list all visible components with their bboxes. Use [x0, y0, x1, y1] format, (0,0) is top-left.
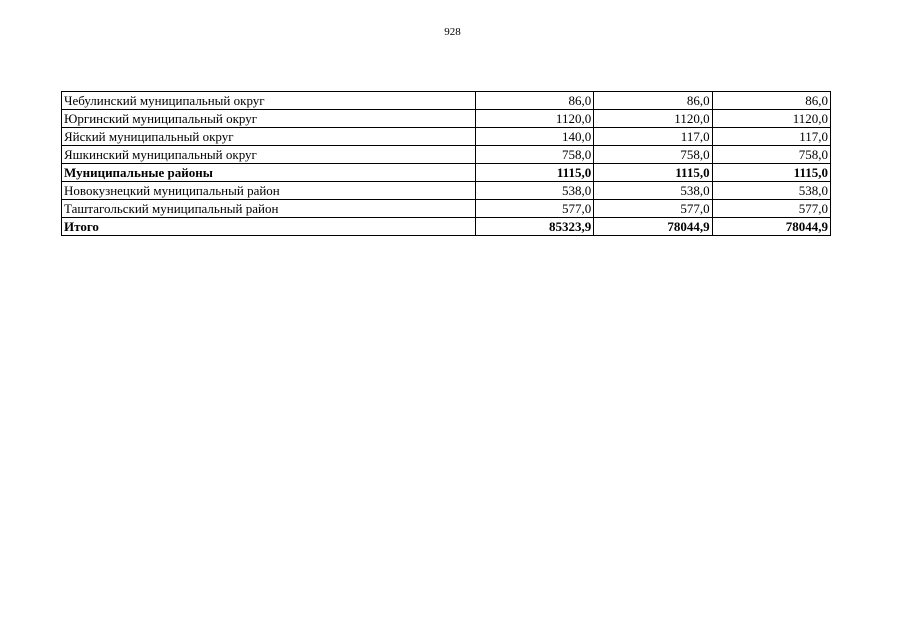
row-name-cell: Новокузнецкий муниципальный район	[62, 182, 476, 200]
table-row	[62, 128, 831, 146]
row-value-2-cell: 538,0	[594, 182, 712, 200]
table-row	[62, 92, 831, 110]
row-value-1-cell: 85323,9	[475, 218, 593, 236]
row-value-2-cell: 1120,0	[594, 110, 712, 128]
row-value-3-cell: 1115,0	[712, 164, 830, 182]
budget-table	[61, 91, 831, 236]
row-value-3-cell: 538,0	[712, 182, 830, 200]
row-value-1-cell: 1115,0	[475, 164, 593, 182]
row-name-cell: Юргинский муниципальный округ	[62, 110, 476, 128]
row-value-3-cell: 86,0	[712, 92, 830, 110]
table-row	[62, 146, 831, 164]
row-value-2-cell: 577,0	[594, 200, 712, 218]
row-value-2-cell: 78044,9	[594, 218, 712, 236]
row-name-cell: Яйский муниципальный округ	[62, 128, 476, 146]
row-value-2-cell: 117,0	[594, 128, 712, 146]
table-row-subtotal	[62, 164, 831, 182]
row-value-1-cell: 758,0	[475, 146, 593, 164]
row-value-3-cell: 117,0	[712, 128, 830, 146]
row-value-1-cell: 86,0	[475, 92, 593, 110]
row-name-cell: Итого	[62, 218, 476, 236]
table-body	[62, 92, 831, 236]
row-value-3-cell: 758,0	[712, 146, 830, 164]
table-row	[62, 200, 831, 218]
row-value-3-cell: 78044,9	[712, 218, 830, 236]
table-row	[62, 182, 831, 200]
row-name-cell: Муниципальные районы	[62, 164, 476, 182]
row-value-3-cell: 577,0	[712, 200, 830, 218]
row-value-2-cell: 758,0	[594, 146, 712, 164]
row-value-1-cell: 1120,0	[475, 110, 593, 128]
row-value-2-cell: 1115,0	[594, 164, 712, 182]
row-value-1-cell: 577,0	[475, 200, 593, 218]
row-value-1-cell: 140,0	[475, 128, 593, 146]
row-name-cell: Чебулинский муниципальный округ	[62, 92, 476, 110]
row-name-cell: Яшкинский муниципальный округ	[62, 146, 476, 164]
row-value-2-cell: 86,0	[594, 92, 712, 110]
row-name-cell: Таштагольский муниципальный район	[62, 200, 476, 218]
table-row	[62, 110, 831, 128]
page-number: 928	[444, 26, 461, 38]
row-value-3-cell: 1120,0	[712, 110, 830, 128]
table-row-total	[62, 218, 831, 236]
row-value-1-cell: 538,0	[475, 182, 593, 200]
